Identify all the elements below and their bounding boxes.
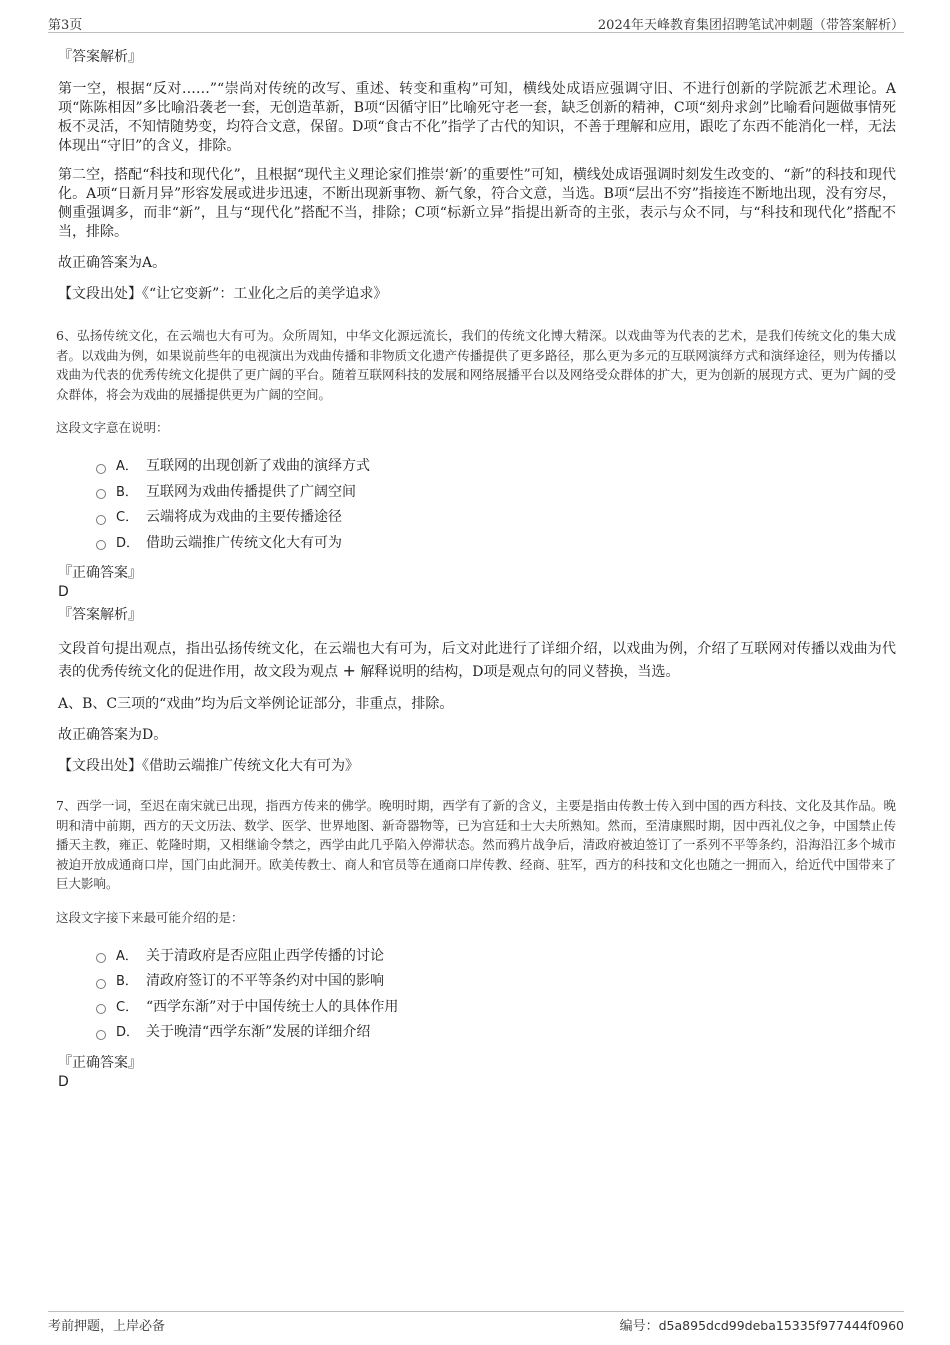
question-6-stem: 6、弘扬传统文化，在云端也大有可为。众所周知，中华文化源远流长，我们的传统文化博大精深。以戏曲等为代表的艺术，是我们传统文化的集大成者。以戏曲为例，如果说前些年的电视演出为戏曲传播和非物质文化遗产传播提供了更多路径，那么更为多元的互联网演绎方式和演绎途径，则为传播以戏曲为代表的优秀传统文化提供了更广阔的平台。随着互联网科技的发展和网络展播平台以及网络受众群体的扩大，更为创新的展现方式、更为广阔的受众群体，将会为戏曲的展播提供更为广阔的空间。 [56, 328, 896, 402]
source-citation: 【文段出处】《“让它变新”：工业化之后的美学追求》 [58, 286, 388, 302]
option-letter: D． [116, 1025, 140, 1040]
radio-icon[interactable] [96, 953, 106, 963]
analysis-text-part-2: 解释说明的结构，D项是观点句的同义替换，当选。 [360, 664, 680, 680]
document-code [620, 1315, 904, 1334]
correct-answer-value: D [58, 1073, 69, 1090]
question-7-option-a[interactable] [96, 944, 896, 970]
option-text: 云端将成为戏曲的主要传播途径 [146, 509, 342, 525]
question-6-option-c[interactable] [96, 505, 896, 531]
question-7-option-c[interactable] [96, 995, 896, 1021]
analysis-paragraph-2: 第二空，搭配“科技和现代化”，且根据“现代主义理论家们推崇‘新’的重要性”可知，横线处成语强调时刻发生改变的、“新”的科技和现代化。A项“日新月异”形容发展或进步迅速，不断出现新事物、新气象，符合文意，当选。B项“层出不穷”指接连不断地出现，没有穷尽，侧重强调多，而非“新”，且与“现代化”搭配不当，排除；C项“标新立异”指提出新奇的主张，表示与众不同，与“科技和现代化”搭配不当，排除。 [58, 167, 896, 240]
radio-icon[interactable] [96, 489, 106, 499]
option-letter: C． [116, 999, 139, 1015]
correct-answer-value: D [58, 584, 69, 600]
option-text: “西学东渐”对于中国传统士人的具体作用 [146, 998, 399, 1015]
option-letter: B． [116, 974, 138, 989]
radio-icon[interactable] [96, 979, 106, 989]
option-text: 清政府签订的不平等条约对中国的影响 [146, 973, 384, 989]
analysis-paragraph-1: 第一空，根据“反对……”“崇尚对传统的改写、重述、转变和重构”可知，横线处成语应强调守旧、不进行创新的学院派艺术理论。A项“陈陈相因”多比喻沿袭老一套，无创造革新，B项“因循守旧”比喻死守老一套，缺乏创新的精神，C项“刻舟求剑”比喻看问题做事情死板不灵活，不知情随势变，均符合文意，保留。D项“食古不化”指学了古代的知识，不善于理解和应用，跟吃了东西不能消化一样，无法体现出“守旧”的含义，排除。 [58, 81, 896, 154]
option-letter: A． [116, 459, 138, 474]
conclusion-text: 故正确答案为A。 [58, 255, 167, 271]
question-7-prompt: 这段文字接下来最可能介绍的是： [56, 909, 244, 925]
question-6-analysis-1 [58, 638, 896, 683]
option-text: 互联网的出现创新了戏曲的演绎方式 [146, 458, 370, 474]
option-letter: A． [116, 948, 138, 964]
option-letter: C． [116, 510, 139, 525]
correct-answer-label: 『正确答案』 [58, 565, 142, 581]
source-citation: 【文段出处】《借助云端推广传统文化大有可为》 [58, 758, 359, 774]
footer-slogan: 考前押题，上岸必备 [48, 1319, 166, 1334]
question-6-prompt: 这段文字意在说明： [56, 420, 169, 435]
question-7-option-b[interactable] [96, 969, 896, 995]
question-6-option-d[interactable] [96, 531, 896, 557]
radio-icon[interactable] [96, 1004, 106, 1014]
correct-answer-label: 『正确答案』 [58, 1054, 142, 1071]
option-text: 关于晚清“西学东渐”发展的详细介绍 [146, 1024, 371, 1040]
page-footer [48, 1311, 904, 1336]
question-7-options [96, 944, 896, 1046]
document-title: 2024年天峰教育集团招聘笔试冲刺题（带答案解析） [597, 18, 904, 33]
option-text: 关于清政府是否应阻止西学传播的讨论 [146, 947, 384, 964]
option-letter: D． [116, 535, 140, 551]
plus-sign: + [342, 661, 356, 680]
option-text: 互联网为戏曲传播提供了广阔空间 [146, 483, 356, 500]
option-letter: B． [116, 484, 138, 500]
conclusion-text: 故正确答案为D。 [58, 727, 168, 743]
document-code-value: d5a895dcd99deba15335f977444f0960 [658, 1318, 904, 1333]
page-header [48, 12, 904, 33]
radio-icon[interactable] [96, 1030, 106, 1040]
analysis-label: 『答案解析』 [58, 607, 142, 623]
question-6-option-b[interactable] [96, 480, 896, 506]
question-7-option-d[interactable] [96, 1020, 896, 1046]
page-content [56, 44, 896, 1094]
option-text: 借助云端推广传统文化大有可为 [146, 534, 342, 551]
analysis-label: 『答案解析』 [58, 49, 142, 65]
page-number: 第3页 [48, 18, 83, 33]
analysis-text-part-1: 文段首句提出观点，指出弘扬传统文化，在云端也大有可为，后文对此进行了详细介绍，以戏曲为例，介绍了互联网对传播以戏曲为代表的优秀传统文化的促进作用，故文段为观点 [58, 641, 896, 680]
radio-icon[interactable] [96, 515, 106, 525]
question-7-stem: 7、西学一词，至迟在南宋就已出现，指西方传来的佛学。晚明时期，西学有了新的含义，主要是指由传教士传入到中国的西方科技、文化及其作品。晚明和清中前期，西方的天文历法、数学、医学、世界地图、新奇器物等，已为宫廷和士大夫所熟知。然而，至清康熙时期，因中西礼仪之争，中国禁止传播天主教，雍正、乾隆时期，又相继谕令禁之，西学由此几乎陷入停滞状态。然而鸦片战争后，清政府被迫签订了一系列不平等条约，沿海沿江多个城市被迫开放成通商口岸，国门由此洞开。欧美传教士、商人和官员等在通商口岸传教、经商、驻军，西方的科技和文化也随之一拥而入，给近代中国带来了巨大影响。 [56, 798, 896, 891]
document-code-label: 编号： [619, 1319, 659, 1334]
question-6-options [96, 454, 896, 556]
question-6-option-a[interactable] [96, 454, 896, 480]
radio-icon[interactable] [96, 540, 106, 550]
radio-icon[interactable] [96, 464, 106, 474]
question-6-analysis-2: A、B、C三项的“戏曲”均为后文举例论证部分，非重点，排除。 [58, 696, 454, 712]
